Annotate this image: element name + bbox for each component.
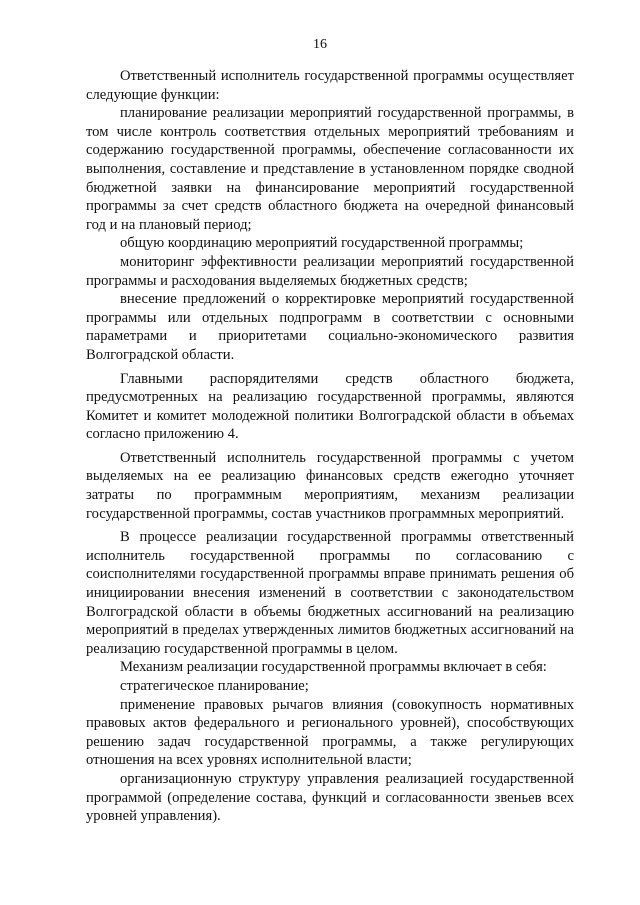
document-body xyxy=(86,67,574,826)
paragraph-cost-clarification: Ответственный исполнитель государственной программы с учетом выделяемых на ее реализацию финансовых средств ежегодно уточняет затраты по программным мероприятиям, механизм реализации государственной программы, состав участников программных мероприятий. xyxy=(86,449,574,522)
paragraph-budget-managers: Главными распорядителями средств областного бюджета, предусмотренных на реализацию государственной программы, являются Комитет и комитет молодежной политики Волгоградской области в объемах согласно приложению 4. xyxy=(86,370,574,443)
paragraph-adjustment-proposals: внесение предложений о корректировке мероприятий государственной программы или отдельных подпрограмм в соответствии с основными параметрами и приоритетами социально-экономического развития Волгоградской области. xyxy=(86,291,574,363)
paragraph-strategic-planning: стратегическое планирование; xyxy=(120,678,309,694)
paragraph-mechanism-intro: Механизм реализации государственной программы включает в себя: xyxy=(120,659,547,676)
paragraph-coordination: общую координацию мероприятий государственной программы; xyxy=(120,235,524,252)
paragraph-organizational-structure: организационную структуру управления реализацией государственной программой (определение состава, функций и согласованности звеньев всех уровней управления). xyxy=(86,770,574,825)
page-number: 16 xyxy=(313,37,327,52)
paragraph-implementation-changes: В процессе реализации государственной программы ответственный исполнитель государственной программы по согласованию с соисполнителями государственной программы вправе принимать решения об инициировании внесения изменений в соответствии с законодательством Волгоградской области в объемы бюджетных ассигнований на реализацию мероприятий в пределах утвержденных лимитов бюджетных ассигнований на реализацию государственной программы в целом. xyxy=(86,529,574,657)
paragraph-functions-intro: Ответственный исполнитель государственной программы осуществляет следующие функции: xyxy=(86,68,574,103)
paragraph-legal-levers: применение правовых рычагов влияния (совокупность нормативных правовых актов федерального и регионального уровней), способствующих решению задач государственной программы, а также регулирующих отношения на всех уровнях исполнительной власти; xyxy=(86,696,574,769)
paragraph-monitoring: мониторинг эффективности реализации мероприятий государственной программы и расходования выделяемых бюджетных средств; xyxy=(86,253,574,289)
paragraph-planning: планирование реализации мероприятий государственной программы, в том числе контроль соответствия отдельных мероприятий требованиям и содержанию государственной программы, обеспечение согласованности их выполнения, составление и представление в установленном порядке сводной бюджетной заявки на финансирование мероприятий государственной программы за счет средств областного бюджета на очередной финансовый год и на плановый период; xyxy=(86,105,574,233)
